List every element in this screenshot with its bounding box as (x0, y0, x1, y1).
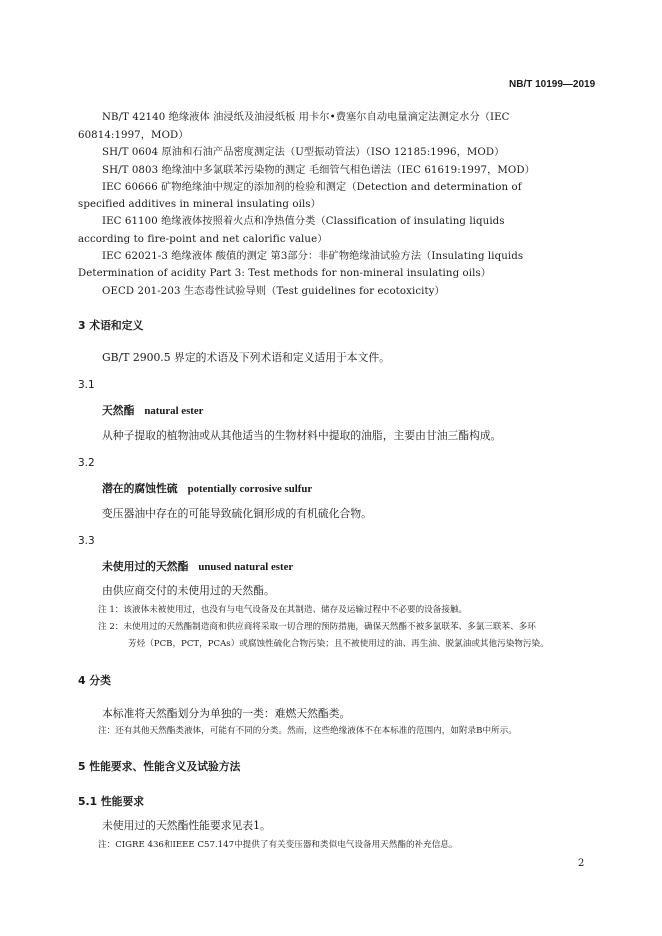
reference-line: NB/T 42140 绝缘液体 油浸纸及油浸纸板 用卡尔•费塞尔自动电量滴定法测定水分（IEC (102, 112, 510, 123)
term-en: unused natural ester (198, 561, 294, 573)
reference-line: specified additives in mineral insulating oils） (78, 199, 321, 210)
section-4-note: 注：还有其他天然酯类液体，可能有不同的分类。然而，这些绝缘液体不在本标准的范围内，如附录B中所示。 (98, 726, 517, 736)
term-title (102, 403, 203, 418)
term-title (102, 559, 293, 574)
reference-line: IEC 60666 矿物绝缘油中规定的添加剂的检验和测定（Detection and determination of (102, 182, 522, 193)
section-3-intro: GB/T 2900.5 界定的术语及下列术语和定义适用于本文件。 (102, 351, 390, 364)
section-4-heading: 4 分类 (78, 674, 111, 687)
section-5-1-note: 注：CIGRE 436和IEEE C57.147中提供了有关变压器和类似电气设备用天然酯的补充信息。 (98, 840, 458, 850)
term-definition: 由供应商交付的未使用过的天然酯。 (102, 584, 275, 597)
term-zh: 天然酯 (102, 404, 135, 417)
term-en: potentially corrosive sulfur (187, 483, 313, 495)
reference-line: 60814:1997，MOD） (78, 130, 189, 141)
section-5-heading: 5 性能要求、性能含义及试验方法 (78, 760, 241, 773)
term-number: 3.2 (78, 457, 95, 469)
page-number: 2 (578, 858, 585, 869)
term-zh: 潜在的腐蚀性硫 (102, 482, 178, 495)
term-title (102, 481, 312, 496)
section-5-1-heading: 5.1 性能要求 (78, 795, 145, 808)
term-definition: 变压器油中存在的可能导致硫化铜形成的有机硫化合物。 (102, 507, 372, 520)
term-definition: 从种子提取的植物油或从其他适当的生物材料中提取的油脂，主要由甘油三酯构成。 (102, 429, 502, 442)
reference-line: IEC 61100 绝缘液体按照着火点和净热值分类（Classification of insulating liquids (102, 216, 505, 227)
section-4-text: 本标准将天然酯划分为单独的一类：难燃天然酯类。 (102, 707, 351, 720)
reference-line: OECD 201-203 生态毒性试验导则（Test guidelines for ecotoxicity） (102, 286, 445, 297)
reference-line: SH/T 0803 绝缘油中多氯联苯污染物的测定 毛细管气相色谱法（IEC 61619:1997，MOD） (102, 165, 535, 176)
reference-line: according to fire-point and net calorific value） (78, 234, 328, 245)
term-en: natural ester (144, 405, 204, 417)
section-5-1-text: 未使用过的天然酯性能要求见表1。 (102, 819, 271, 832)
term-zh: 未使用过的天然酯 (102, 560, 189, 573)
reference-line: SH/T 0604 原油和石油产品密度测定法（U型振动管法）（ISO 12185:1996，MOD） (102, 147, 505, 158)
term-number: 3.3 (78, 535, 95, 547)
note-2-line-1: 注 2：未使用过的天然酯制造商和供应商将采取一切合理的预防措施，确保天然酯不被多氯联苯、多氯三联苯、多环 (98, 622, 536, 632)
note-2-line-2: 芳烃（PCB，PCT，PCAs）或腐蚀性硫化合物污染；且不被使用过的油、再生油、脱氯油或其他污染物污染。 (128, 639, 549, 649)
term-number: 3.1 (78, 379, 95, 391)
note-1: 注 1：该液体未被使用过，也没有与电气设备及在其制造、储存及运输过程中不必要的设备接触。 (98, 605, 468, 615)
reference-line: IEC 62021-3 绝缘液体 酸值的测定 第3部分：非矿物绝缘油试验方法（Insulating liquids (102, 251, 524, 262)
standard-number: NB/T 10199—2019 (509, 79, 596, 90)
section-3-heading: 3 术语和定义 (78, 319, 144, 332)
reference-line: Determination of acidity Part 3: Test methods for non-mineral insulating oils） (78, 268, 492, 279)
